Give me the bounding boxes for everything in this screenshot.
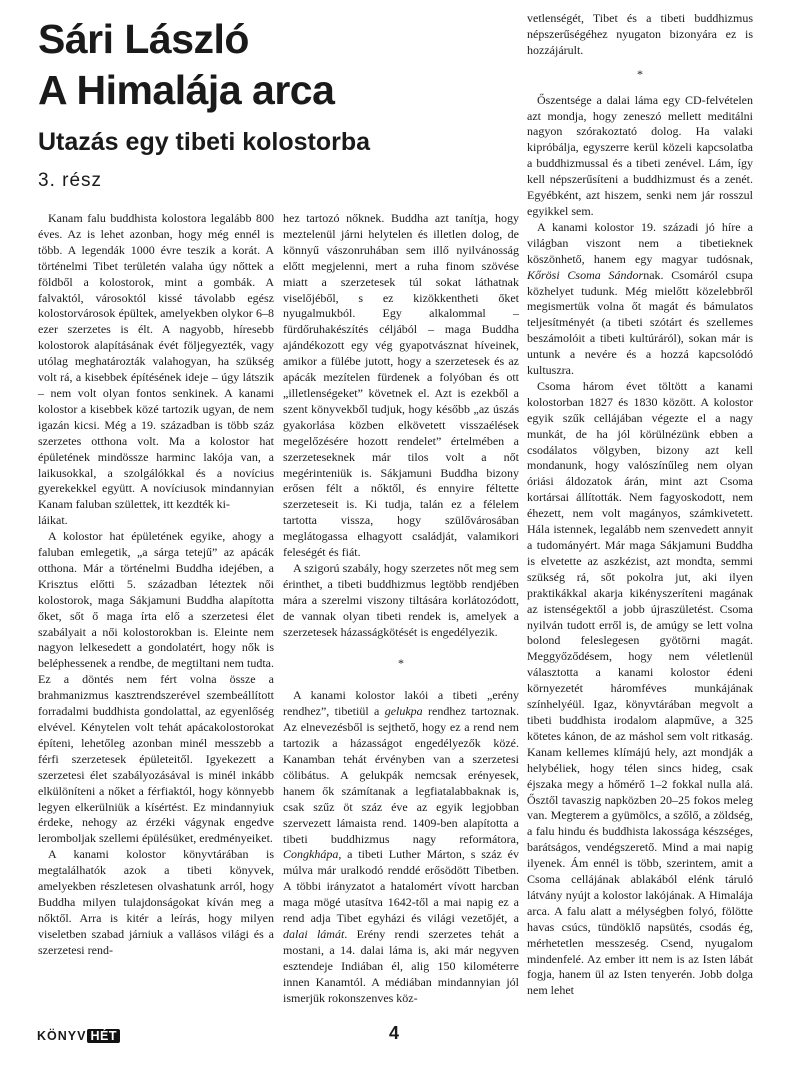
paragraph: A kolostor hat épületének egyike, ahogy a faluban emlegetik, „a sárga tetejű” az apácák otthona. Már a történelmi Buddha idejében, a Krisztus előtti 5. században léteztek női kolostorok, maga Sákjamuni Buddha alapította őket, sőt ő maga írta elő a szerzetesi élet szabályait a női kolostorokban is. Eleinte nem nagyon lelkesedett a gondolatért, hogy nők is beléphessenek a rendbe, de megtiltani nem tudta. Ez a döntés nem fért volna össze a brahmanizmus kasztrendszerével szembeállított forradalmi buddhista gondolattal, az egyenlőség elvével. Kénytelen volt tehát apácakolostorokat építeni, lehetőleg azonban minél messzebb a férfi szerzetesek épületeitől. Igyekezett a szerzetesi élet szabályozásával is minél inkább elkülöníteni a nőket a férfiaktól, hogy könnyebb legyen elkerülniük a kísértést. Ez mindannyiuk érdeke, nehogy az érzéki vágynak engedve leromboljak szellemi épülésüket, eredményeiket. xyxy=(38,529,274,846)
article-subtitle: Utazás egy tibeti kolostorba xyxy=(38,128,371,156)
text-run: rendhez tartoznak. Az elnevezésből is sejthető, hogy ez a rend nem tartozik a házasságot engedélyezők közé. Kanamban tehát érvényben van a szerzetesi cölibátus. A gelukpák nemcsak erényesek, hanem ők számítanak a legfiatalabbaknak is, csak szűz öt száz éve az egyik legjobban szervezett lámaista rend. 1409-ben alapította a tibeti buddhizmus nagy reformátora, xyxy=(283,704,520,846)
italic-term: gelukpa xyxy=(384,704,423,719)
text-run: nak. Csomáról csupa közhelyet tudunk. Még mielőtt közelebbről megismertük volna őt magát és bámulatos teljesítményét (a tibeti szótárt és szellemes beszámolóit a tibeti kultúráról), sokan már is untunk a nevére és a hozzá kapcsolódó kultuszra. xyxy=(527,267,753,378)
section-separator: * xyxy=(398,656,404,671)
column-1 xyxy=(38,211,274,959)
part-label: 3. rész xyxy=(38,170,103,191)
italic-term: Congkhápa xyxy=(283,847,339,862)
paragraph: Csoma három évet töltött a kanami kolostorban 1827 és 1830 között. A kolostor egyik szűk cellájában végezte el a nagy munkát, de ha jól körülnézünk ebben a csodálatos völgyben, bizony azt kell mondanunk, hogy valószínűleg nem olyan óriási áldozatok árán, mint azt Csoma kortársai állították. Nem fagyoskodott, nem éhezett, nem volt magányos, számkivetett. Hála istennek, legalább nem szenvedett annyit a tudományért. Már maga Sákjamuni Buddha is elvetette az aszkézist, azt mondta, semmi szükség rá, sőt pokolra jut, aki ilyen praktikákkal akarja kikényszeríteni magának az istenségektől a jobb újraszületést. Csoma nyilván tudott erről is, de amúgy se lett volna bolond feleslegesen gyötörni magát. Meggyőződésem, hogy nem véletlenül választotta a kanami kolostor édeni környezetét háromféves munkájának színhelyéül. Igaz, könyvtárában megvolt a tibeti buddhista irodalom alapműve, a 325 kötetes kánon, de az máshol sem volt ritkaság. Kanam kellemes klímájú hely, azt mondják a helybéliek, hogy télen sincs hideg, csak éjszaka megy a hőmérő 1–2 fokkal nulla alá. Ősztől tavaszig napközben 20–25 fokos meleg van. Megterem a gyümölcs, a szőlő, a zöldség, a falu hindu és buddhista lakossága készséges, barátságos, vendégszerető. Mind a mai napig ilyenek. Ám ennél is több, szerintem, amit a Csoma cellájának ablakából elénk táruló látvány nyújt a kolostor lakójának. A Himalája arca. A falu alatt a mélységben folyó, fölötte havas csúcs, tündöklő napsütés, csodás ég, mérhetetlen messzeség. Csend, nyugalom mindenfelé. Az ember itt nem is az Isten lábát fogja, hanem ül az Isten tenyerén. Jobb dolga nem lehet xyxy=(527,378,753,998)
column-2 xyxy=(283,211,519,1007)
paragraph: hez tartozó nőknek. Buddha azt tanítja, hogy meztelenül járni helytelen és illetlen dolog, de könnyű vászonruhában sem illő nyilvánosság előtt megjelenni, mert a ruha finom szövése miatt a szerzetesek túl sokat láthatnak viselőjéből, s ez kizökkentheti őket nyugalmukból. Egy alkalommal – fürdőruhakészítés céljából – maga Buddha ajándékozott egy vég gyapotvásznat híveinek, amikor a fülébe jutott, hogy a szerzetesek és az apácák mezítelen fürdenek a folyóban és ott „illetlenségeket” követnek el. Azt is ezekből a szent könyvekből tudjuk, hogy később „az úszás gyakorlása közben elkövetett visszaélések megelőzésére hozott rendelet” értelmében a szerzeteseknek már tilos volt a nőt megérinteniük is. Sákjamuni Buddha bizony erősen félt a nőktől, és ennyire féltette szerzeteseit is. Ki tudja, talán ez a félelem tartotta vissza, hogy szülővárosában meglátogassa elhagyott családját, valamikori feleségét és fiát. xyxy=(283,211,519,560)
section-separator: * xyxy=(637,66,643,81)
magazine-logo xyxy=(37,1027,120,1044)
italic-term: dalai lámát xyxy=(283,926,345,941)
paragraph: Őszentsége a dalai láma egy CD-felvételen azt mondja, hogy zeneszó mellett meditálni nagyon szórakoztató dolog. Ha valaki kipróbálja, egyszerre kerül közeli kapcsolatba a buddhizmussal és a tibeti zenével. Lám, így kell népszerűsíteni a buddhizmust és a zenét. Egyébként, azt hiszem, senki nem jár rosszul egyikkel sem. xyxy=(527,92,753,218)
text-run: A kanami kolostor lakói a tibeti „erény rendhez”, tibetiül a xyxy=(283,688,519,719)
paragraph: Kanam falu buddhista kolostora legalább 800 éves. Az is lehet azonban, hogy még ennél is több. A legendák 1000 évre teszik a korát. A történelmi Tibet területén valaha úgy nőttek a földből a kolostorok, mint a gombák. A falvaktól, városoktól kissé távolabb egész kolostorvárosok épültek, amelyekben olykor 6–8 ezer szerzetes is élt. A nagyobb, híresebb kolostorok alapításának évét följegyezték, vagy utólag meghatározták valahogyan, ha szükség volt rá, a kisebbek építésének ideje – úgy látszik – nem volt olyan fontos senkinek. A kanami kolostor a kisebbek közé tartozik ugyan, de nem igazán kicsi. Még a 19. században is több száz szerzetes otthona volt. Ma a kolostor hat épületének mindössze harminc lakója van, a laikusokkal, a szolgálókkal és a novícius gyerekekkel együtt. A novíciusok mindannyian Kanam faluban születtek, itt kezdték ki- xyxy=(38,211,274,512)
logo-text-right: HÉT xyxy=(87,1029,120,1043)
logo-text-left: KÖNYV xyxy=(37,1028,87,1043)
paragraph: láikat. xyxy=(38,513,68,528)
italic-name: Kőrösi Csoma Sándor xyxy=(527,267,644,282)
text-run: . Erény rendi szerzetes tehát a mostani, a 14. dalai láma is, aki már negyven esztendeje Indiában él, alig 150 kilométerre innen Kanamtól. A médiában mindannyian jól ismerjük rokonszenves köz- xyxy=(283,926,519,1005)
page-number: 4 xyxy=(389,1023,400,1043)
column-3 xyxy=(527,11,753,999)
paragraph: A kanami kolostor könyvtárában is megtalálhatók azok a tibeti könyvek, amelyekben részletesen olvashatunk arról, hogy Buddha milyen tulajdonságokat kíván meg a nőktől. Arra is kitér a leírás, hogy milyen viseletben szabad járniuk a vallásos világi és a szerzetesi rend- xyxy=(38,847,274,957)
paragraph xyxy=(527,220,753,379)
paragraph: vetlenségét, Tibet és a tibeti buddhizmus népszerűségéhez nyugaton bizonyára ez is hozzájárult. xyxy=(527,11,753,57)
paragraph: A szigorú szabály, hogy szerzetes nőt meg sem érinthet, a tibeti buddhizmus legtöbb rendjében mára a szerelmi viszony tiltására korlátozódott, de vannak olyan tibeti rendek is, amelyek a szerzetesek házasságkötését is engedélyezik. xyxy=(283,560,519,639)
text-run: A kanami kolostor 19. századi jó híre a világban viszont nem a tibetieknek köszönhető, hanem egy magyar tudósnak, xyxy=(527,219,753,266)
text-run: , a tibeti Luther Márton, s száz év múlva már uralkodó renddé erősödött Tibetben. A többi irányzatot a hatalomért vívott harcban maga mögé utasítva 1642-től a mai napig ez a rend adja Tibet egyházi és világi vezetőjét, a xyxy=(283,847,519,926)
article-title: A Himalája arca xyxy=(38,67,335,113)
paragraph xyxy=(283,688,519,1006)
author-name: Sári László xyxy=(38,16,249,62)
